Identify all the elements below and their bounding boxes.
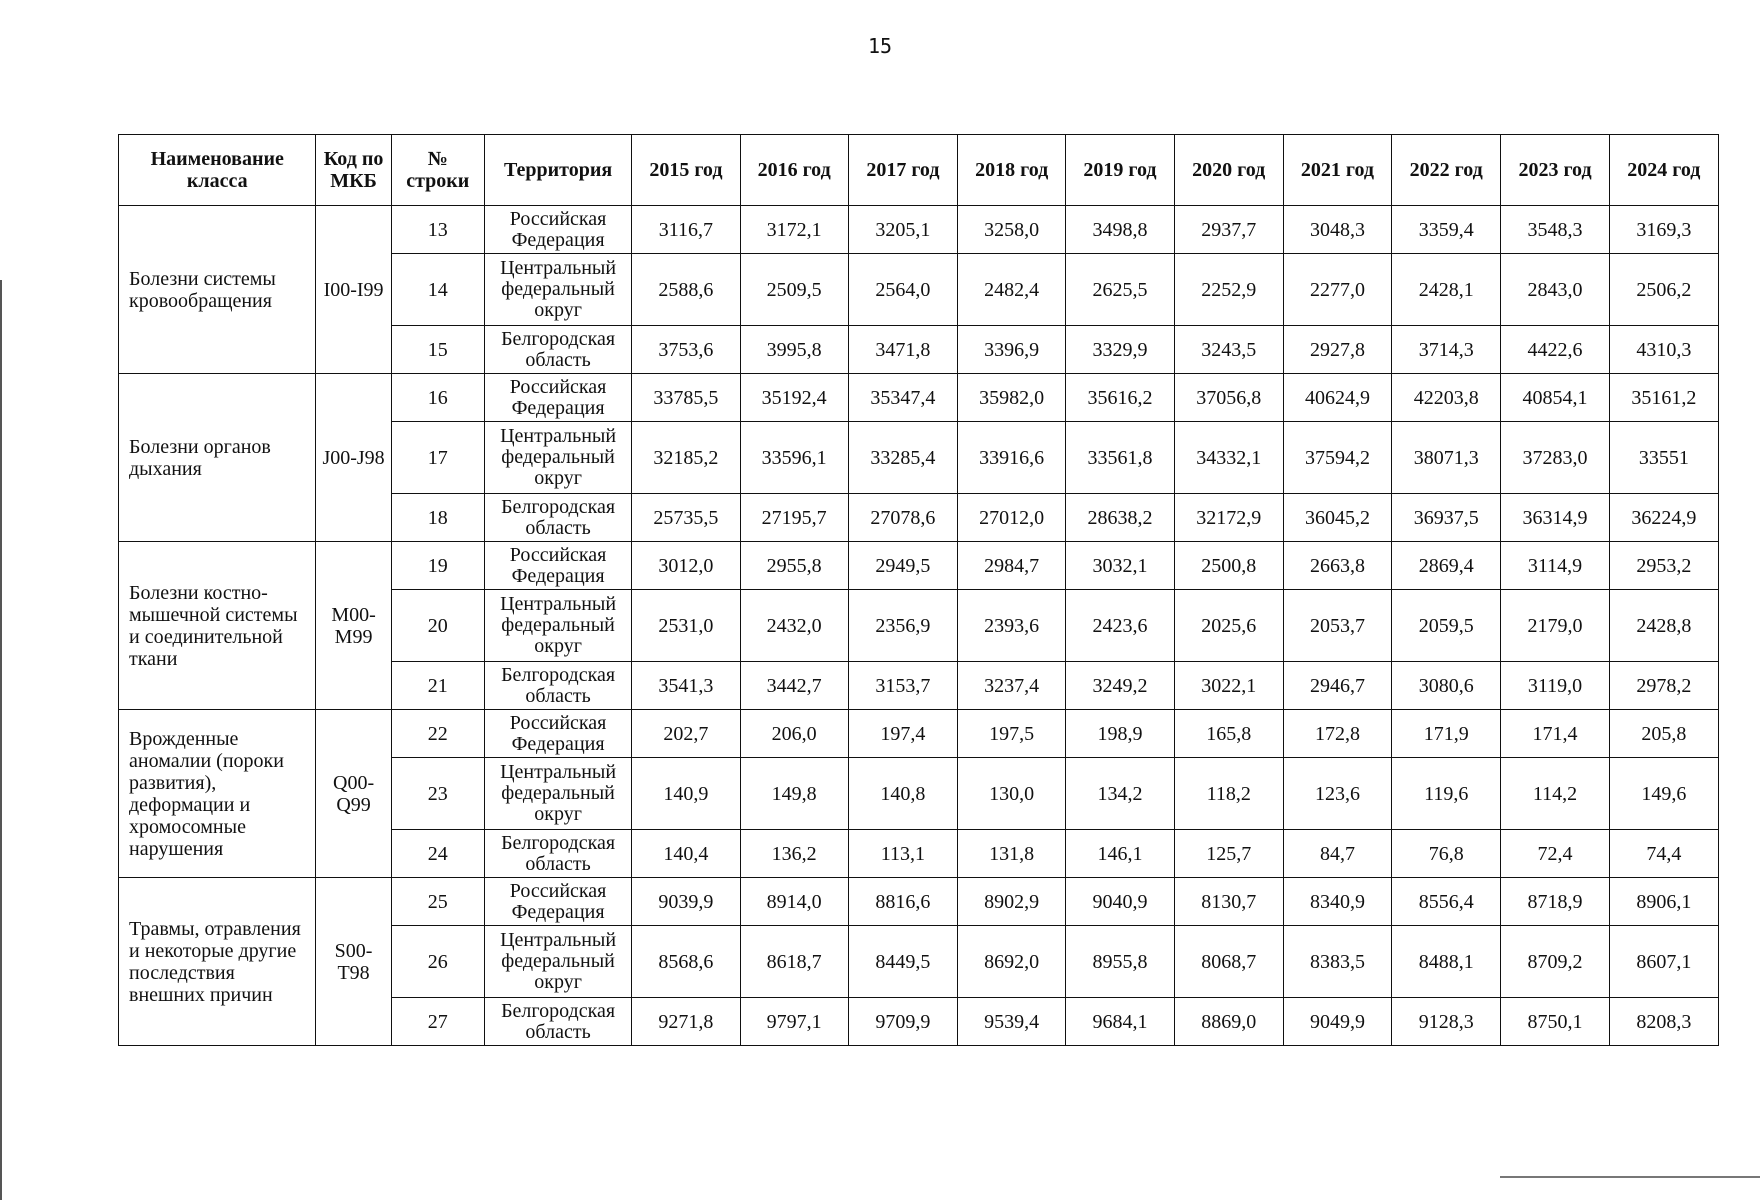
row-number: 24: [391, 830, 484, 878]
territory-name: Белгородская область: [484, 998, 631, 1046]
header-row-number: № строки: [391, 135, 484, 206]
value-cell: 3022,1: [1174, 662, 1283, 710]
value-cell: 8068,7: [1174, 926, 1283, 998]
value-cell: 171,4: [1501, 710, 1609, 758]
value-cell: 8449,5: [848, 926, 957, 998]
value-cell: 8208,3: [1609, 998, 1718, 1046]
value-cell: 2927,8: [1283, 326, 1391, 374]
value-cell: 2949,5: [848, 542, 957, 590]
value-cell: 35347,4: [848, 374, 957, 422]
page-number: 15: [867, 34, 893, 58]
value-cell: 3243,5: [1174, 326, 1283, 374]
header-year: 2015 год: [632, 135, 740, 206]
value-cell: 2663,8: [1283, 542, 1391, 590]
value-cell: 119,6: [1392, 758, 1501, 830]
value-cell: 197,4: [848, 710, 957, 758]
value-cell: 76,8: [1392, 830, 1501, 878]
row-number: 26: [391, 926, 484, 998]
value-cell: 9040,9: [1066, 878, 1174, 926]
value-cell: 2432,0: [740, 590, 848, 662]
value-cell: 3048,3: [1283, 206, 1391, 254]
value-cell: 9039,9: [632, 878, 740, 926]
header-year: 2018 год: [958, 135, 1066, 206]
value-cell: 27012,0: [958, 494, 1066, 542]
value-cell: 2025,6: [1174, 590, 1283, 662]
value-cell: 3080,6: [1392, 662, 1501, 710]
value-cell: 8914,0: [740, 878, 848, 926]
territory-name: Центральный федеральный округ: [484, 590, 631, 662]
value-cell: 140,8: [848, 758, 957, 830]
value-cell: 72,4: [1501, 830, 1609, 878]
value-cell: 33916,6: [958, 422, 1066, 494]
value-cell: 84,7: [1283, 830, 1391, 878]
value-cell: 4422,6: [1501, 326, 1609, 374]
value-cell: 8750,1: [1501, 998, 1609, 1046]
value-cell: 32172,9: [1174, 494, 1283, 542]
icd-code: Q00-Q99: [316, 710, 391, 878]
value-cell: 36224,9: [1609, 494, 1718, 542]
table-row: [119, 710, 1719, 758]
value-cell: 3119,0: [1501, 662, 1609, 710]
value-cell: 9539,4: [958, 998, 1066, 1046]
value-cell: 3548,3: [1501, 206, 1609, 254]
value-cell: 165,8: [1174, 710, 1283, 758]
value-cell: 40624,9: [1283, 374, 1391, 422]
value-cell: 2506,2: [1609, 254, 1718, 326]
value-cell: 8568,6: [632, 926, 740, 998]
disease-class-name: Травмы, отравления и некоторые другие последствия внешних причин: [119, 878, 316, 1046]
row-number: 17: [391, 422, 484, 494]
value-cell: 3116,7: [632, 206, 740, 254]
territory-name: Российская Федерация: [484, 542, 631, 590]
value-cell: 171,9: [1392, 710, 1501, 758]
value-cell: 3258,0: [958, 206, 1066, 254]
value-cell: 8692,0: [958, 926, 1066, 998]
value-cell: 9709,9: [848, 998, 957, 1046]
territory-name: Белгородская область: [484, 662, 631, 710]
value-cell: 33785,5: [632, 374, 740, 422]
territory-name: Белгородская область: [484, 830, 631, 878]
value-cell: 3032,1: [1066, 542, 1174, 590]
value-cell: 8488,1: [1392, 926, 1501, 998]
value-cell: 3471,8: [848, 326, 957, 374]
row-number: 19: [391, 542, 484, 590]
table-row: [119, 374, 1719, 422]
value-cell: 118,2: [1174, 758, 1283, 830]
icd-code: I00-I99: [316, 206, 391, 374]
scan-edge-line: [0, 280, 2, 1200]
value-cell: 36937,5: [1392, 494, 1501, 542]
value-cell: 8618,7: [740, 926, 848, 998]
value-cell: 2953,2: [1609, 542, 1718, 590]
row-number: 14: [391, 254, 484, 326]
header-year: 2020 год: [1174, 135, 1283, 206]
value-cell: 33551: [1609, 422, 1718, 494]
territory-name: Центральный федеральный округ: [484, 926, 631, 998]
value-cell: 8955,8: [1066, 926, 1174, 998]
scan-footer-line: [1500, 1176, 1760, 1178]
territory-name: Российская Федерация: [484, 206, 631, 254]
header-year: 2024 год: [1609, 135, 1718, 206]
value-cell: 136,2: [740, 830, 848, 878]
icd-code: S00-T98: [316, 878, 391, 1046]
icd-code: J00-J98: [316, 374, 391, 542]
value-cell: 40854,1: [1501, 374, 1609, 422]
value-cell: 8718,9: [1501, 878, 1609, 926]
value-cell: 114,2: [1501, 758, 1609, 830]
disease-class-name: Врожденные аномалии (пороки развития), деформации и хромосомные нарушения: [119, 710, 316, 878]
value-cell: 2984,7: [958, 542, 1066, 590]
disease-class-name: Болезни системы кровообращения: [119, 206, 316, 374]
value-cell: 140,9: [632, 758, 740, 830]
territory-name: Центральный федеральный округ: [484, 254, 631, 326]
table-row: [119, 542, 1719, 590]
value-cell: 140,4: [632, 830, 740, 878]
value-cell: 149,6: [1609, 758, 1718, 830]
value-cell: 206,0: [740, 710, 848, 758]
icd-code: M00-M99: [316, 542, 391, 710]
value-cell: 27195,7: [740, 494, 848, 542]
value-cell: 125,7: [1174, 830, 1283, 878]
row-number: 13: [391, 206, 484, 254]
value-cell: 8383,5: [1283, 926, 1391, 998]
value-cell: 9797,1: [740, 998, 848, 1046]
value-cell: 3995,8: [740, 326, 848, 374]
value-cell: 8709,2: [1501, 926, 1609, 998]
header-year: 2019 год: [1066, 135, 1174, 206]
value-cell: 33561,8: [1066, 422, 1174, 494]
territory-name: Центральный федеральный округ: [484, 422, 631, 494]
value-cell: 2500,8: [1174, 542, 1283, 590]
value-cell: 38071,3: [1392, 422, 1501, 494]
value-cell: 3396,9: [958, 326, 1066, 374]
value-cell: 3172,1: [740, 206, 848, 254]
value-cell: 2843,0: [1501, 254, 1609, 326]
value-cell: 37283,0: [1501, 422, 1609, 494]
territory-name: Российская Федерация: [484, 374, 631, 422]
value-cell: 8906,1: [1609, 878, 1718, 926]
value-cell: 2955,8: [740, 542, 848, 590]
value-cell: 9049,9: [1283, 998, 1391, 1046]
value-cell: 28638,2: [1066, 494, 1174, 542]
row-number: 16: [391, 374, 484, 422]
value-cell: 146,1: [1066, 830, 1174, 878]
row-number: 27: [391, 998, 484, 1046]
value-cell: 3753,6: [632, 326, 740, 374]
table-body: [119, 206, 1719, 1046]
value-cell: 2482,4: [958, 254, 1066, 326]
value-cell: 3249,2: [1066, 662, 1174, 710]
value-cell: 3442,7: [740, 662, 848, 710]
value-cell: 2509,5: [740, 254, 848, 326]
header-code: Код по МКБ: [316, 135, 391, 206]
value-cell: 172,8: [1283, 710, 1391, 758]
value-cell: 205,8: [1609, 710, 1718, 758]
row-number: 21: [391, 662, 484, 710]
value-cell: 3541,3: [632, 662, 740, 710]
value-cell: 25735,5: [632, 494, 740, 542]
row-number: 22: [391, 710, 484, 758]
value-cell: 3329,9: [1066, 326, 1174, 374]
value-cell: 197,5: [958, 710, 1066, 758]
disease-class-name: Болезни костно-мышечной системы и соединительной ткани: [119, 542, 316, 710]
value-cell: 3714,3: [1392, 326, 1501, 374]
value-cell: 8340,9: [1283, 878, 1391, 926]
value-cell: 34332,1: [1174, 422, 1283, 494]
value-cell: 113,1: [848, 830, 957, 878]
value-cell: 2978,2: [1609, 662, 1718, 710]
row-number: 15: [391, 326, 484, 374]
value-cell: 8556,4: [1392, 878, 1501, 926]
value-cell: 2423,6: [1066, 590, 1174, 662]
value-cell: 37056,8: [1174, 374, 1283, 422]
value-cell: 9128,3: [1392, 998, 1501, 1046]
value-cell: 3153,7: [848, 662, 957, 710]
territory-name: Белгородская область: [484, 494, 631, 542]
table-row: [119, 206, 1719, 254]
value-cell: 2356,9: [848, 590, 957, 662]
value-cell: 27078,6: [848, 494, 957, 542]
territory-name: Белгородская область: [484, 326, 631, 374]
value-cell: 2252,9: [1174, 254, 1283, 326]
value-cell: 2393,6: [958, 590, 1066, 662]
value-cell: 8816,6: [848, 878, 957, 926]
value-cell: 2428,8: [1609, 590, 1718, 662]
value-cell: 8869,0: [1174, 998, 1283, 1046]
value-cell: 3114,9: [1501, 542, 1609, 590]
value-cell: 2564,0: [848, 254, 957, 326]
row-number: 25: [391, 878, 484, 926]
value-cell: 36045,2: [1283, 494, 1391, 542]
value-cell: 3237,4: [958, 662, 1066, 710]
value-cell: 8607,1: [1609, 926, 1718, 998]
value-cell: 3205,1: [848, 206, 957, 254]
territory-name: Российская Федерация: [484, 710, 631, 758]
value-cell: 2053,7: [1283, 590, 1391, 662]
value-cell: 202,7: [632, 710, 740, 758]
value-cell: 2588,6: [632, 254, 740, 326]
value-cell: 32185,2: [632, 422, 740, 494]
table-header-row: [119, 135, 1719, 206]
header-territory: Территория: [484, 135, 631, 206]
row-number: 20: [391, 590, 484, 662]
value-cell: 123,6: [1283, 758, 1391, 830]
territory-name: Центральный федеральный округ: [484, 758, 631, 830]
header-year: 2016 год: [740, 135, 848, 206]
value-cell: 130,0: [958, 758, 1066, 830]
value-cell: 36314,9: [1501, 494, 1609, 542]
value-cell: 2937,7: [1174, 206, 1283, 254]
value-cell: 9271,8: [632, 998, 740, 1046]
table-row: [119, 878, 1719, 926]
value-cell: 3169,3: [1609, 206, 1718, 254]
value-cell: 33596,1: [740, 422, 848, 494]
value-cell: 8902,9: [958, 878, 1066, 926]
value-cell: 4310,3: [1609, 326, 1718, 374]
value-cell: 2946,7: [1283, 662, 1391, 710]
value-cell: 37594,2: [1283, 422, 1391, 494]
header-year: 2022 год: [1392, 135, 1501, 206]
header-class-name: Наименование класса: [119, 135, 316, 206]
value-cell: 9684,1: [1066, 998, 1174, 1046]
value-cell: 35192,4: [740, 374, 848, 422]
value-cell: 2869,4: [1392, 542, 1501, 590]
header-year: 2021 год: [1283, 135, 1391, 206]
value-cell: 2059,5: [1392, 590, 1501, 662]
value-cell: 42203,8: [1392, 374, 1501, 422]
row-number: 23: [391, 758, 484, 830]
value-cell: 8130,7: [1174, 878, 1283, 926]
value-cell: 2625,5: [1066, 254, 1174, 326]
value-cell: 3012,0: [632, 542, 740, 590]
value-cell: 131,8: [958, 830, 1066, 878]
value-cell: 33285,4: [848, 422, 957, 494]
value-cell: 134,2: [1066, 758, 1174, 830]
value-cell: 74,4: [1609, 830, 1718, 878]
morbidity-table: [118, 134, 1719, 1046]
value-cell: 198,9: [1066, 710, 1174, 758]
value-cell: 2428,1: [1392, 254, 1501, 326]
territory-name: Российская Федерация: [484, 878, 631, 926]
value-cell: 35161,2: [1609, 374, 1718, 422]
header-year: 2017 год: [848, 135, 957, 206]
value-cell: 149,8: [740, 758, 848, 830]
value-cell: 35982,0: [958, 374, 1066, 422]
value-cell: 2531,0: [632, 590, 740, 662]
value-cell: 2179,0: [1501, 590, 1609, 662]
header-year: 2023 год: [1501, 135, 1609, 206]
value-cell: 2277,0: [1283, 254, 1391, 326]
value-cell: 3498,8: [1066, 206, 1174, 254]
row-number: 18: [391, 494, 484, 542]
disease-class-name: Болезни органов дыхания: [119, 374, 316, 542]
value-cell: 3359,4: [1392, 206, 1501, 254]
value-cell: 35616,2: [1066, 374, 1174, 422]
